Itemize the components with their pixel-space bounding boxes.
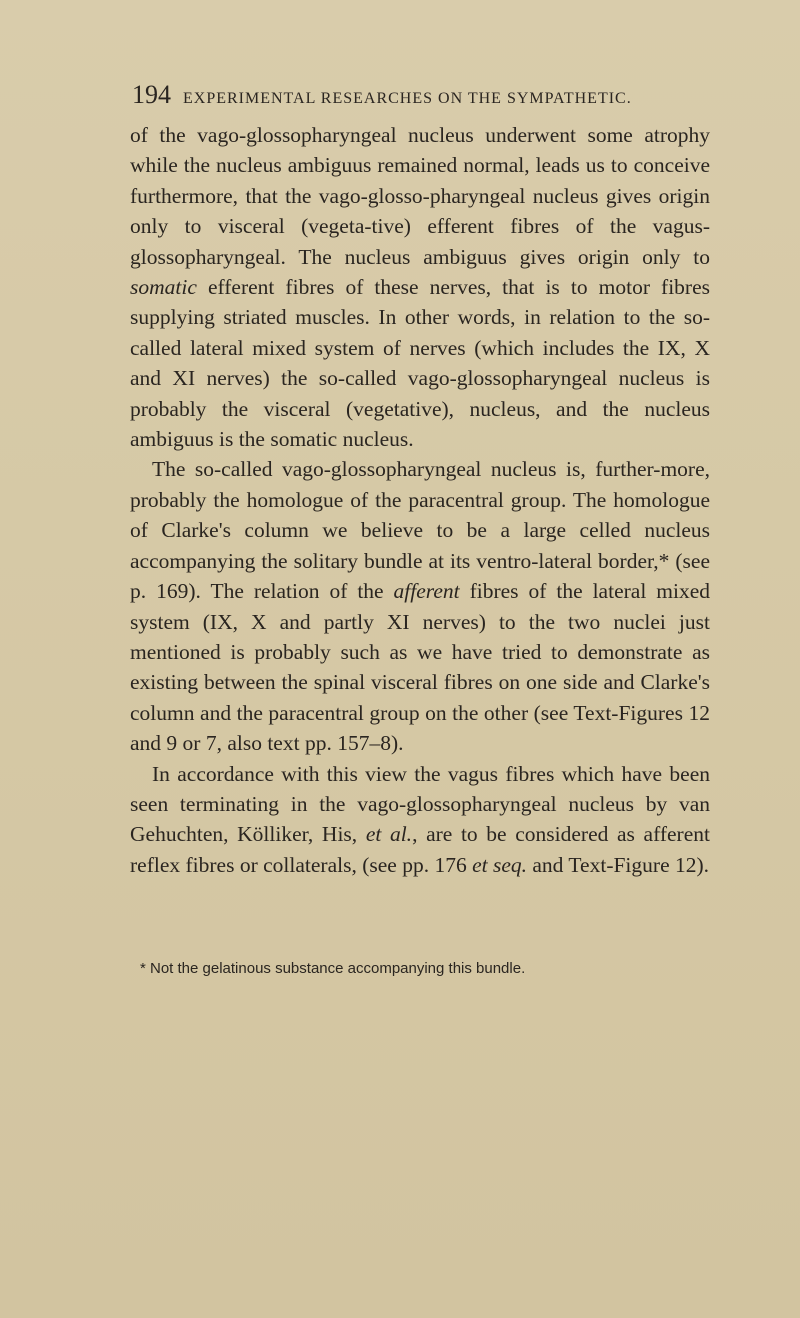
italic-text: afferent [393, 579, 460, 604]
italic-text: somatic [130, 275, 197, 300]
italic-text: et seq. [472, 852, 528, 877]
paragraph [130, 120, 710, 454]
text-run: In accordance with this view the vagus fibres which have been seen terminating in the vago-glossopharyngeal nucleus by van Gehuchten, Kölliker, His, [130, 761, 710, 847]
italic-text: et al. [365, 822, 413, 847]
text-run: The so-called vago-glossopharyngeal nucleus is, further-more, probably the homologue of the paracentral group. The homologue of Clarke's column we believe to be a large celled nucleus accompanying the solitary bundle at its ventro-lateral border,* (see p. 169). The relation of the [130, 457, 710, 604]
text-run: and Text-Figure 12). [527, 852, 710, 877]
running-title: EXPERIMENTAL RESEARCHES ON THE SYMPATHETIC. [183, 90, 632, 107]
body-text [130, 120, 710, 880]
text-run: , are to be considered as afferent reflex fibres or collaterals, (see pp. 176 [130, 822, 710, 877]
text-run: of the vago-glossopharyngeal nucleus underwent some atrophy while the nucleus ambiguus remained normal, leads us to conceive furthermore, that the vago-glosso-pharyngeal nucleus gives origin only to visceral (vegeta-tive) efferent fibres of the vagus-glossopharyngeal. The nucleus ambiguus gives origin only to [130, 123, 710, 269]
page-header [132, 80, 692, 110]
footnote: * Not the gelatinous substance accompanying this bundle. [140, 960, 526, 977]
text-run: efferent fibres of these nerves, that is to motor fibres supplying striated muscles. In other words, in relation to the so-called lateral mixed system of nerves (which includes the IX, X and XI nerves) the so-called vago-glossopharyngeal nucleus is probably the visceral (vegetative), nucleus, and the nucleus ambiguus is the somatic nucleus. [130, 275, 710, 452]
page-number: 194 [132, 80, 171, 109]
text-run: fibres of the lateral mixed system (IX, X and partly XI nerves) to the two nuclei just mentioned is probably such as we have tried to demonstrate as existing between the spinal visceral fibres on one side and Clarke's column and the paracentral group on the other (see Text-Figures 12 and 9 or 7, also text pp. 157–8). [130, 579, 710, 756]
paragraph [130, 759, 710, 881]
paragraph [130, 454, 710, 758]
